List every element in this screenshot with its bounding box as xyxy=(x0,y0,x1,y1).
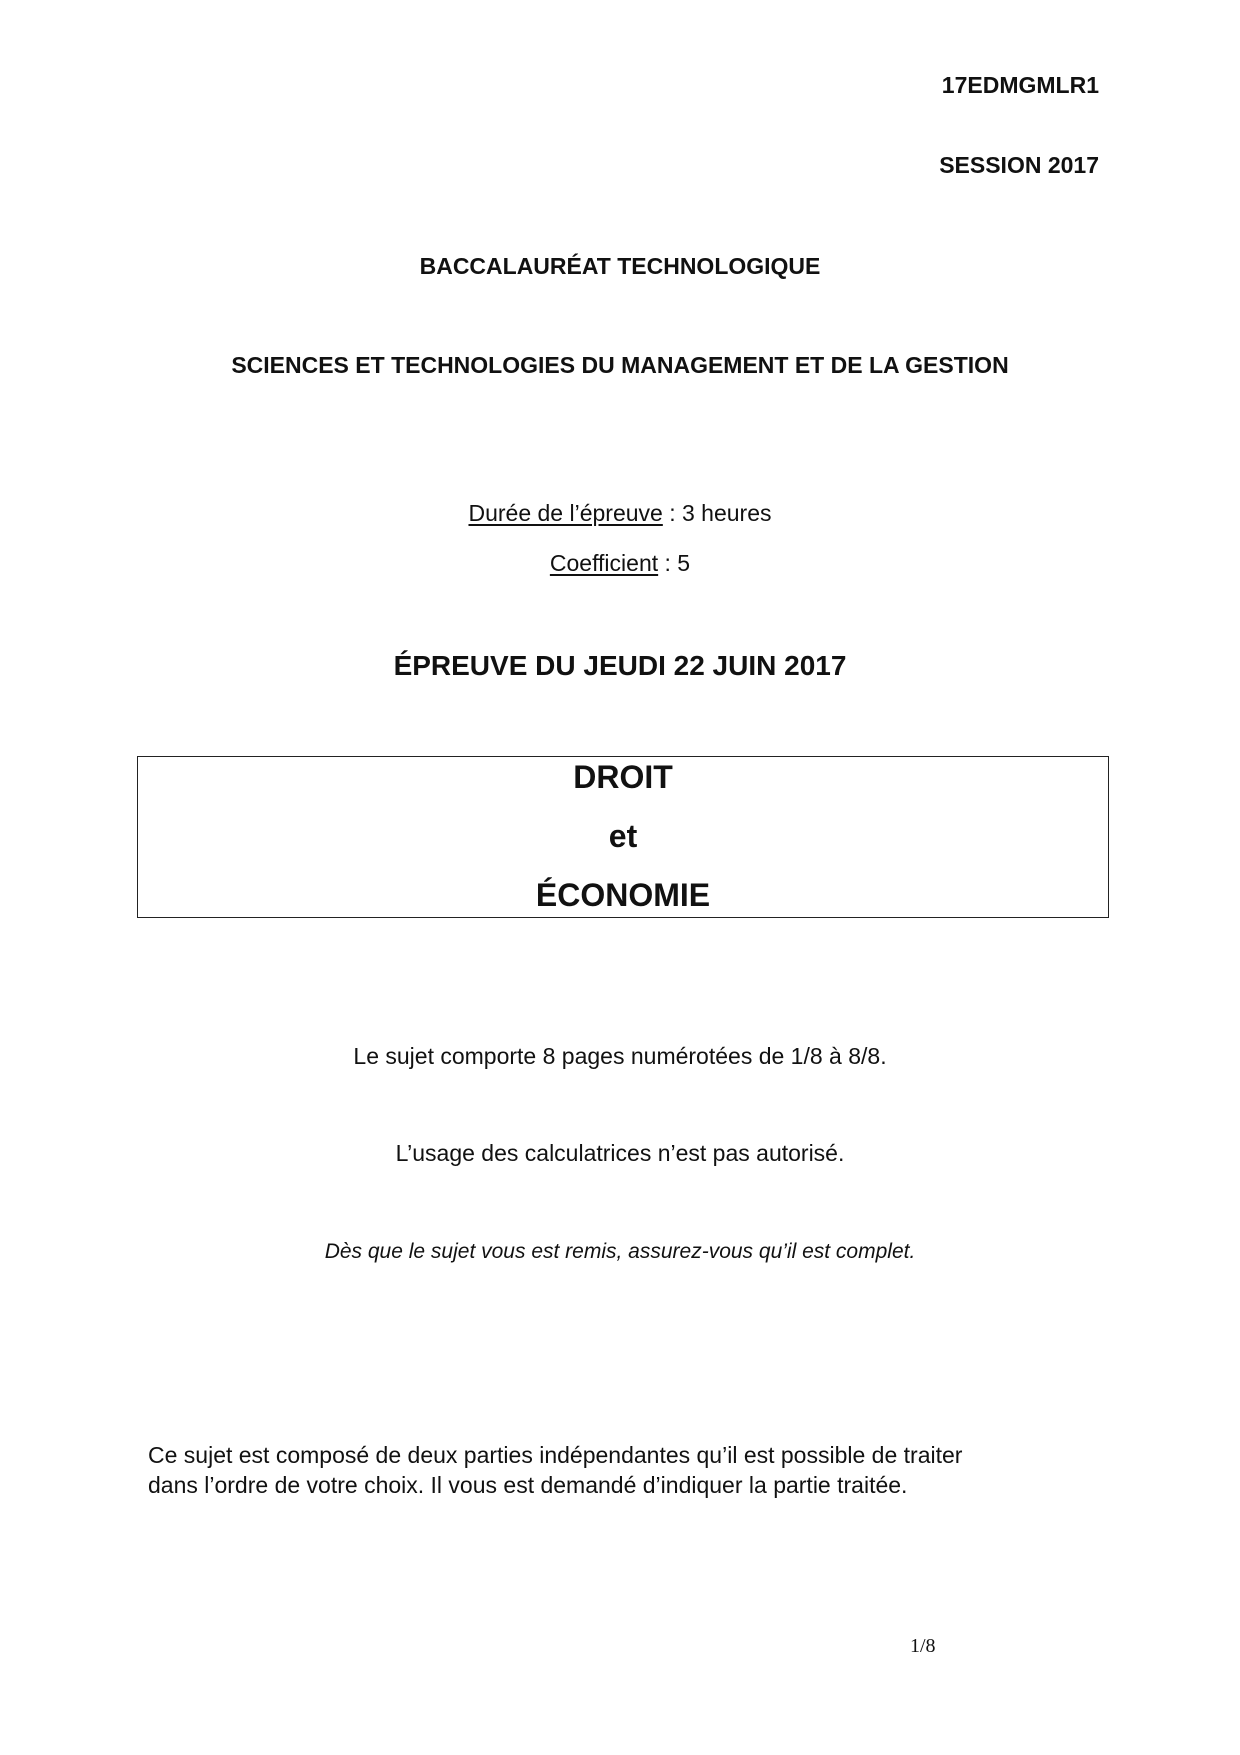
subject-line-et: et xyxy=(608,818,638,854)
page-number: 1/8 xyxy=(910,1635,936,1657)
subject-box xyxy=(137,756,1109,918)
subject-line-economie: ÉCONOMIE xyxy=(535,877,711,913)
duration-line xyxy=(0,500,1240,527)
duration-label: Durée de l’épreuve xyxy=(468,500,663,526)
duration-value: : 3 heures xyxy=(662,500,772,526)
exam-code: 17EDMGMLR1 xyxy=(941,72,1099,98)
coefficient-value: : 5 xyxy=(658,550,691,576)
subject-line-droit: DROIT xyxy=(573,759,673,795)
exam-title: BACCALAURÉAT TECHNOLOGIQUE xyxy=(419,253,821,279)
calculator-notice: L’usage des calculatrices n’est pas autorisé. xyxy=(395,1140,845,1166)
structure-line-1: Ce sujet est composé de deux parties indépendantes qu’il est possible de traiter xyxy=(148,1442,963,1468)
session-label: SESSION 2017 xyxy=(939,152,1099,178)
structure-paragraph xyxy=(148,1440,1108,1500)
coefficient-line xyxy=(0,550,1240,577)
exam-series: SCIENCES ET TECHNOLOGIES DU MANAGEMENT ET DE LA GESTION xyxy=(231,352,1009,378)
completeness-notice: Dès que le sujet vous est remis, assurez-vous qu’il est complet. xyxy=(324,1240,916,1263)
page-count-notice: Le sujet comporte 8 pages numérotées de 1/8 à 8/8. xyxy=(353,1043,887,1069)
exam-date: ÉPREUVE DU JEUDI 22 JUIN 2017 xyxy=(393,650,847,681)
structure-line-2: dans l’ordre de votre choix. Il vous est demandé d’indiquer la partie traitée. xyxy=(148,1472,908,1498)
coefficient-label: Coefficient xyxy=(549,550,659,576)
